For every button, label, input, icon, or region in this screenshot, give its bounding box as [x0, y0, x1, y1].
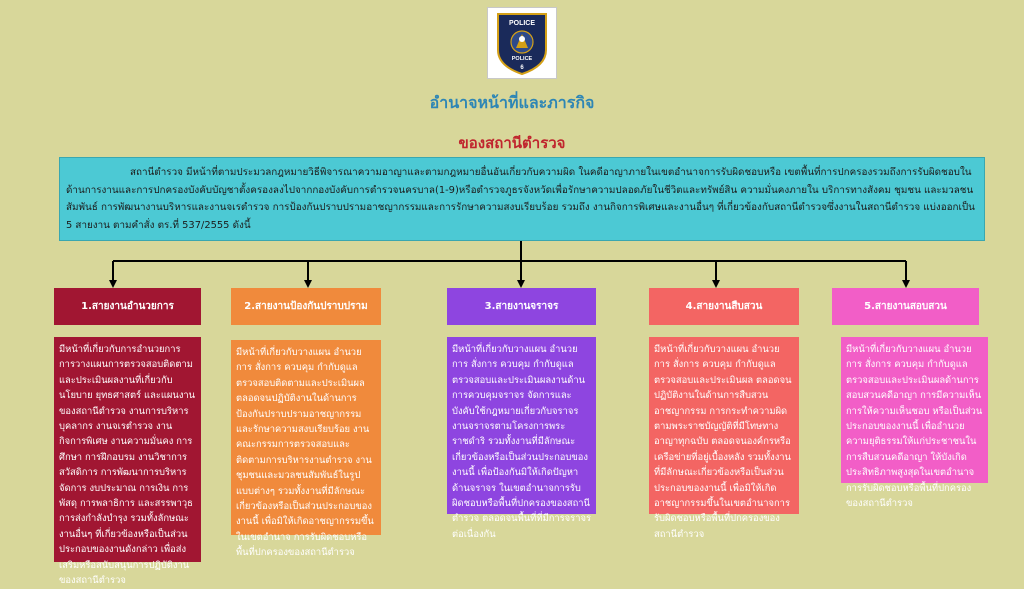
department-traffic-description: มีหน้าที่เกี่ยวกับวางแผน อำนวยการ สั่งการ ควบคุม กำกับดูแล ตรวจสอบและประเมินผลงานด้านการควบคุมจราจร จัดการและบังคับใช้กฎหมายเกี่ยวกับจราจร งานจราจรตามโครงการพระราชดำริ รวมทั้งงานที่มีลักษณะเกี่ยวข้องหรือเป็นส่วนประกอบของงานนี้ เพื่อป้องกันมิให้เกิดปัญหาด้านจราจร ในเขตอำนาจการรับผิดชอบหรือพื้นที่ปกครองของสถานีตำรวจ ตลอดจนพื้นที่ที่มีการจราจรต่อเนื่องกัน	[447, 337, 596, 514]
department-administration-description: มีหน้าที่เกี่ยวกับการอำนวยการ การวางแผนการตรวจสอบติดตามและประเมินผลงานที่เกี่ยวกับนโยบาย ยุทธศาสตร์ และแผนงานของสถานีตำรวจ งานการบริหารบุคลากร งานจเรตำรวจ งานกิจการพิเศษ งานความมั่นคง การศึกษา การฝึกอบรม งานวิชาการ สวัสดิการ การพัฒนาการบริหารจัดการ งบประมาณ การเงิน การพัสดุ การพลาธิการ และสรรพาวุธ การส่งกำลังบำรุง รวมทั้งลักษณะงานอื่นๆ ที่เกี่ยวข้องหรือเป็นส่วนประกอบของงานดังกล่าว เพื่อส่งเสริมหรือสนับสนุนการปฏิบัติงานของสถานีตำรวจ	[54, 337, 201, 562]
department-crime-prevention-description: มีหน้าที่เกี่ยวกับวางแผน อำนวยการ สั่งการ ควบคุม กำกับดูแล ตรวจสอบติดตามและประเมินผล ตลอดจนปฏิบัติงานในด้านการป้องกันปราบปรามอาชญากรรมและรักษาความสงบเรียบร้อย งานคณะกรรมการตรวจสอบและติดตามการบริหารงานตำรวจ งานชุมชนและมวลชนสัมพันธ์ในรูปแบบต่างๆ รวมทั้งงานที่มีลักษณะเกี่ยวข้องหรือเป็นส่วนประกอบของงานนี้ เพื่อมิให้เกิดอาชญากรรมขึ้นในเขตอำนาจ การรับผิดชอบหรือพื้นที่ปกครองของสถานีตำรวจ	[231, 340, 381, 535]
logo-top-text: POLICE	[508, 20, 536, 27]
logo-number: 6	[520, 65, 524, 71]
intro-text-box: สถานีตำรวจ มีหน้าที่ตามประมวลกฎหมายวิธีพิจารณาความอาญาและตามกฎหมายอื่นอันเกี่ยวกับความผิด ในคดีอาญาภายในเขตอำนาจการรับผิดชอบหรือ เขตพื้นที่การปกครองรวมถึงการรับผิดชอบในด้านการงานและการปกครองบังคับบัญชาตั้งครองลงไปจากกองบังคับการตำรวจนครบาล(1-9)หรือตำรวจภูธรจังหวัดเพื่อรักษาความปลอดภัยในชีวิตและทรัพย์สิน ความมั่นคงภายใน บริการทางสังคม ชุมชน และมวลชนสัมพันธ์ การพัฒนางานบริหารและงานจเรตำรวจ การป้องกันปราบปรามอาชญากรรมและการรักษาความสงบเรียบร้อย รวมถึง งานกิจการพิเศษและงานอื่นๆ ที่เกี่ยวข้องกับสถานีตำรวจซึ่งงานในสถานีตำรวจ แบ่งออกเป็น 5 สายงาน ตามคำสั่ง ตร.ที่ 537/2555 ดังนี้	[59, 157, 985, 241]
police-logo	[487, 7, 557, 79]
page-subtitle: ของสถานีตำรวจ	[458, 134, 566, 152]
department-administration: 1.สายงานอำนวยการ	[54, 288, 201, 325]
department-traffic: 3.สายงานจราจร	[447, 288, 596, 325]
page-title: อำนาจหน้าที่และภารกิจ	[429, 93, 595, 112]
department-inquiry: 5.สายงานสอบสวน	[832, 288, 979, 325]
department-inquiry-description: มีหน้าที่เกี่ยวกับวางแผน อำนวยการ สั่งการ ควบคุม กำกับดูแล ตรวจสอบและประเมินผลด้านการสอบสวนคดีอาญา การมีความเห็น การให้ความเห็นชอบ หรือเป็นส่วนประกอบของงานนี้ เพื่ออำนวยความยุติธรรมให้แก่ประชาชนในการสืบสวนคดีอาญา ให้บังเกิดประสิทธิภาพสูงสุดในเขตอำนาจการรับผิดชอบหรือพื้นที่ปกครองของสถานีตำรวจ	[841, 337, 988, 483]
police-badge-icon	[488, 8, 556, 78]
department-investigation-description: มีหน้าที่เกี่ยวกับวางแผน อำนวยการ สั่งการ ควบคุม กำกับดูแล ตรวจสอบและประเมินผล ตลอดจนปฏิบัติงานในด้านการสืบสวน อาชญากรรม การกระทำความผิดตามพระราชบัญญัติที่มีโทษทางอาญาทุกฉบับ ตลอดจนองค์กรหรือเครือข่ายที่อยู่เบื้องหลัง รวมทั้งงานที่มีลักษณะเกี่ยวข้องหรือเป็นส่วนประกอบของงานนี้ เพื่อมิให้เกิดอาชญากรรมขึ้นในเขตอำนาจการรับผิดชอบหรือพื้นที่ปกครองของสถานีตำรวจ	[649, 337, 799, 514]
department-investigation: 4.สายงานสืบสวน	[649, 288, 799, 325]
logo-bottom-text: POLICE	[511, 56, 533, 62]
department-crime-prevention: 2.สายงานป้องกันปราบปราม	[231, 288, 381, 325]
